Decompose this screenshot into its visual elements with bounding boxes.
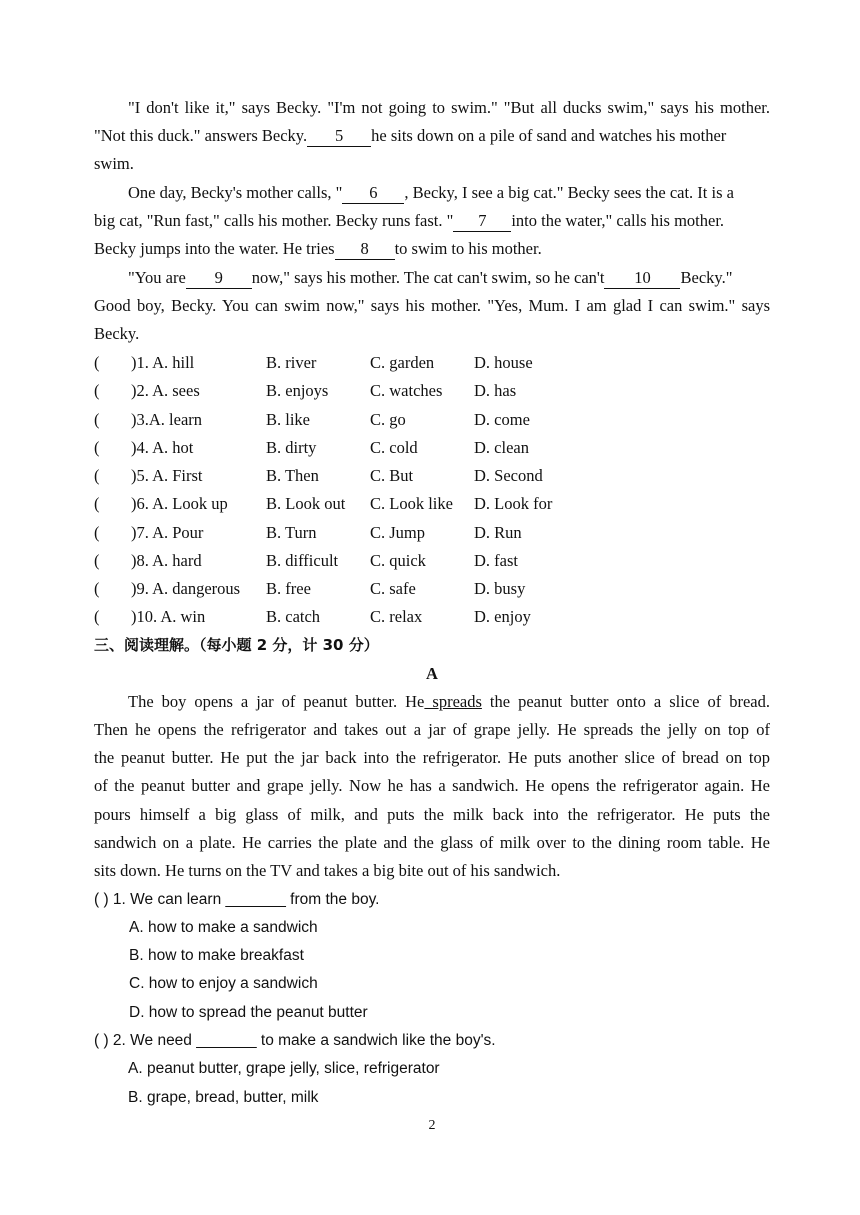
- option-a: )7. A. Pour: [131, 522, 204, 542]
- answer-paren: (: [94, 381, 100, 401]
- passage-text: Becky.: [94, 324, 140, 343]
- option-a: )5. A. First: [131, 466, 203, 485]
- answer-option: B. grape, bread, butter, milk: [128, 1089, 319, 1106]
- option-d: D. Second: [474, 466, 543, 485]
- cloze-question-row: [94, 547, 770, 575]
- option-b: B. river: [266, 353, 317, 372]
- passage-text: into the water," calls his mother.: [511, 211, 725, 230]
- passage-text: Good boy, Becky. You can swim now," says his mother. "Yes, Mum. I am glad I can swim." says: [94, 296, 770, 315]
- blank-7: 7: [453, 211, 511, 232]
- total-score: 30: [322, 636, 344, 654]
- passage-text: "You are: [128, 268, 186, 287]
- passage-text: swim.: [94, 154, 134, 173]
- reading-line: pours himself a big glass of milk, and puts the milk back into the refrigerator. He puts the: [94, 805, 770, 824]
- answer-paren: (: [94, 579, 100, 598]
- option-c: C. Jump: [370, 522, 426, 542]
- option-a: )6. A. Look up: [131, 494, 228, 514]
- reading-line: The boy opens a jar of peanut butter. He spreads the peanut butter onto a slice of bread.: [128, 692, 771, 711]
- option-c: C. watches: [370, 381, 443, 401]
- passage-text: "I don't like it," says Becky. "I'm not going to swim." "But all ducks swim," says his mother.: [128, 98, 770, 117]
- answer-option: A. how to make a sandwich: [129, 919, 318, 936]
- option-d: D. clean: [474, 437, 529, 457]
- cloze-question-row: [94, 575, 770, 603]
- reading-line: sandwich on a plate. He carries the plate and the glass of milk over to the dining room table. He: [94, 833, 770, 852]
- answer-option: D. how to spread the peanut butter: [129, 1004, 368, 1021]
- section-heading: 三、阅读理解。（每小题 2 分，计 30 分）: [94, 636, 379, 654]
- reading-line: of the peanut butter and grape jelly. Now he has a sandwich. He opens the refrigerator again. He: [94, 776, 770, 795]
- option-b: B. Then: [266, 466, 319, 485]
- passage-line: [94, 207, 770, 235]
- reading-line: sits down. He turns on the TV and takes a big bite out of his sandwich.: [94, 861, 561, 880]
- option-d: D. enjoy: [474, 607, 531, 627]
- option-b: B. enjoys: [266, 381, 329, 401]
- option-a: )10. A. win: [131, 607, 206, 627]
- answer-paren: (: [94, 409, 100, 429]
- option-c: C. cold: [370, 437, 418, 457]
- cloze-question-row: [94, 519, 770, 547]
- option-d: D. has: [474, 381, 517, 401]
- option-c: C. relax: [370, 607, 423, 627]
- option-a: )9. A. dangerous: [131, 579, 241, 598]
- passage-line: [94, 292, 770, 320]
- passage-text: to swim to his mother.: [394, 239, 542, 258]
- option-d: D. house: [474, 353, 533, 372]
- cloze-question-row: [94, 490, 770, 518]
- passage-text: now," says his mother. The cat can't swim, so he can't: [251, 268, 605, 287]
- passage-line: [94, 235, 770, 263]
- blank-9: 9: [186, 268, 252, 289]
- option-b: B. like: [266, 409, 310, 429]
- option-d: D. fast: [474, 550, 518, 570]
- passage-line: [128, 94, 770, 122]
- answer-paren: (: [94, 466, 100, 485]
- passage-label: A: [426, 664, 438, 683]
- cloze-question-row: [94, 462, 770, 490]
- option-c: C. go: [370, 409, 406, 429]
- option-a: )3.A. learn: [131, 409, 203, 429]
- option-b: B. dirty: [266, 437, 317, 457]
- option-d: D. busy: [474, 579, 526, 598]
- option-b: B. free: [266, 579, 311, 598]
- option-c: C. garden: [370, 353, 435, 372]
- answer-option: C. how to enjoy a sandwich: [129, 975, 318, 992]
- underlined-word: spreads: [424, 692, 482, 711]
- passage-text: Becky.": [680, 268, 733, 287]
- option-c: C. But: [370, 466, 414, 485]
- blank-8: 8: [335, 239, 395, 260]
- option-b: B. Look out: [266, 494, 346, 514]
- passage-text: "Not this duck." answers Becky.: [94, 126, 308, 145]
- passage-line: [128, 264, 770, 292]
- option-c: C. quick: [370, 550, 426, 570]
- option-a: )4. A. hot: [131, 437, 194, 457]
- answer-paren: (: [94, 607, 100, 627]
- answer-paren: (: [94, 353, 100, 372]
- cloze-question-row: [94, 406, 770, 434]
- score-per-question: 2: [256, 636, 268, 654]
- option-b: B. catch: [266, 607, 321, 627]
- passage-line: [94, 320, 770, 348]
- blank-5: 5: [307, 126, 371, 147]
- blank-10: 10: [604, 268, 680, 289]
- passage-line: [94, 150, 770, 178]
- option-b: B. difficult: [266, 550, 339, 570]
- answer-paren: (: [94, 437, 100, 457]
- option-c: C. Look like: [370, 494, 453, 514]
- option-a: )8. A. hard: [131, 550, 202, 570]
- answer-paren: (: [94, 550, 100, 570]
- reading-line: Then he opens the refrigerator and takes out a jar of grape jelly. He spreads the jelly on top of: [94, 720, 770, 739]
- question-stem: ( ) 2. We need _______ to make a sandwich like the boy's.: [94, 1032, 496, 1049]
- answer-paren: (: [94, 522, 100, 542]
- answer-option: A. peanut butter, grape jelly, slice, refrigerator: [128, 1060, 440, 1077]
- option-d: D. Run: [474, 522, 522, 542]
- passage-text: Becky jumps into the water. He tries: [94, 239, 335, 258]
- option-a: )2. A. sees: [131, 381, 200, 401]
- page-number: 2: [428, 1118, 436, 1133]
- blank-6: 6: [342, 183, 404, 204]
- passage-line: [94, 122, 770, 150]
- cloze-question-row: [94, 377, 770, 405]
- passage-text: One day, Becky's mother calls, ": [128, 183, 343, 202]
- option-d: D. Look for: [474, 494, 553, 514]
- answer-option: B. how to make breakfast: [129, 947, 304, 964]
- passage-text: , Becky, I see a big cat." Becky sees the cat. It is a: [404, 183, 734, 202]
- passage-text: he sits down on a pile of sand and watches his mother: [371, 126, 727, 145]
- option-c: C. safe: [370, 579, 416, 598]
- cloze-question-row: [94, 349, 770, 377]
- reading-line: the peanut butter. He put the jar back into the refrigerator. He puts another slice of bread on top: [94, 748, 770, 767]
- option-a: )1. A. hill: [131, 353, 195, 372]
- question-stem: ( ) 1. We can learn _______ from the boy.: [94, 891, 380, 908]
- option-b: B. Turn: [266, 522, 317, 542]
- cloze-question-row: [94, 434, 770, 462]
- passage-text: big cat, "Run fast," calls his mother. Becky runs fast. ": [94, 211, 454, 230]
- cloze-question-row: [94, 603, 770, 631]
- answer-paren: (: [94, 494, 100, 514]
- option-d: D. come: [474, 409, 530, 429]
- passage-line: [128, 179, 770, 207]
